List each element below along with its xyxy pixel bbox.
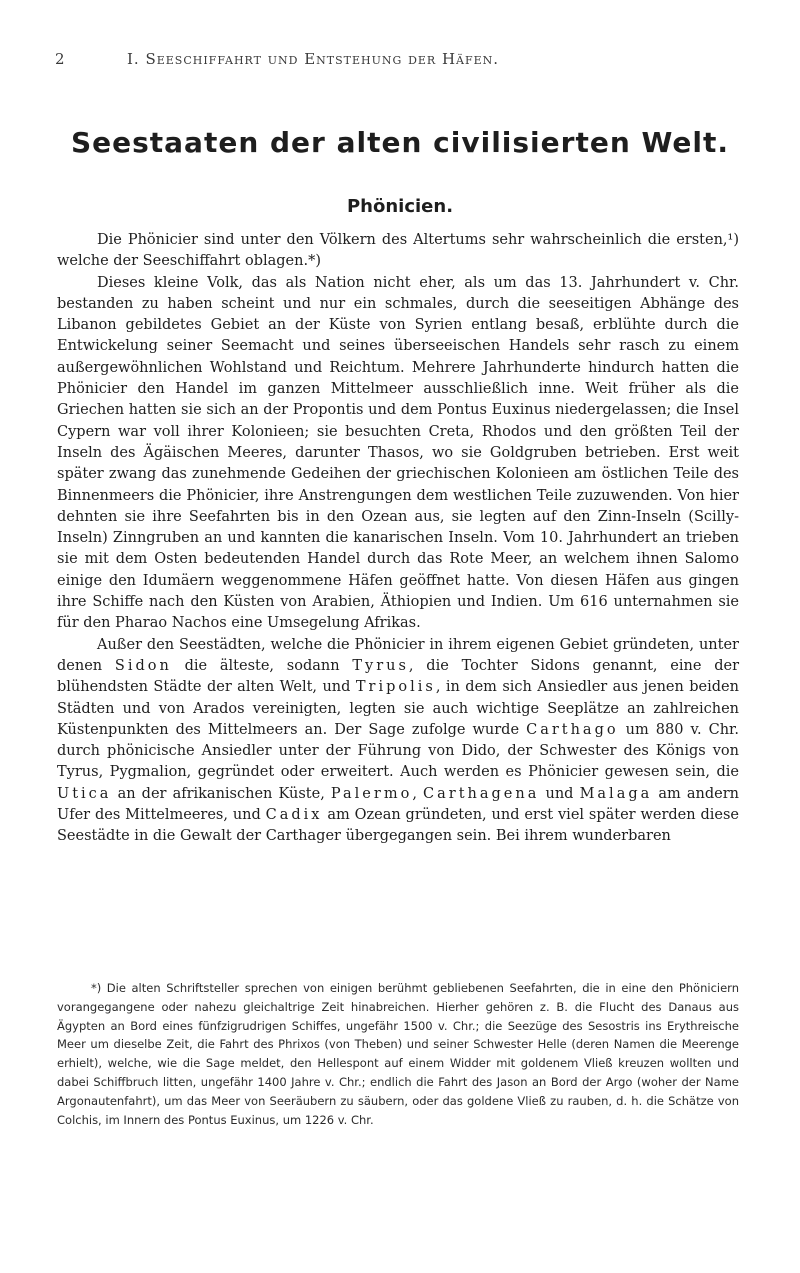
- text-run: , in dem sich Ansiedler aus jenen beiden Städten und von Arados vereinigten, legten sie auch wichtige Seeplätze an zahlreichen Küstenpunkten des Mittelmeers an. Der Sage zufolge wurde: [57, 679, 739, 738]
- paragraph-2: Dieses kleine Volk, das als Nation nicht eher, als um das 13. Jahrhundert v. Chr. bestanden zu haben scheint und nur ein schmales, durch die seeseitigen Abhänge des Libanon gebildetes Gebiet an der Küste von Syrien entlang besaß, erblühte durch die Entwickelung seiner Seemacht und seines überseeischen Handels sehr rasch zu einem außergewöhnlichen Wohlstand und Reichtum. Mehrere Jahrhunderte hindurch hatten die Phönicier den Handel im ganzen Mittelmeer ausschließlich inne. Weit früher als die Griechen hatten sie sich an der Propontis und dem Pontus Euxinus niedergelassen; die Insel Cypern war voll ihrer Kolonieen; sie besuchten Creta, Rhodos und den größten Teil der Inseln des Ägäischen Meeres, darunter Thasos, wo sie Goldgruben betrieben. Erst weit später zwang das zunehmende Gedeihen der griechischen Kolonieen am östlichen Teile des Binnenmeers die Phönicier, ihre Anstrengungen dem westlichen Teile zuzuwenden. Von hier dehnten sie ihre Seefahrten bis in den Ozean aus, sie legten auf den Zinn-Inseln (Scilly-Inseln) Zinngruben an und kannten die kanarischen Inseln. Vom 10. Jahrhundert an trieben sie mit dem Osten bedeutenden Handel durch das Rote Meer, an welchem ihnen Salomo einige den Idumäern weggenommene Häfen geöffnet hatte. Von diesen Häfen aus gingen ihre Schiffe nach den Küsten von Arabien, Äthiopien und Indien. Um 616 unternahmen sie für den Pharao Nachos eine Umsegelung Afrikas.: [57, 274, 739, 632]
- page-number: 2: [55, 50, 66, 68]
- footnotes: [57, 979, 739, 1129]
- text-run: am andern Ufer des Mittelmeeres, und: [57, 785, 740, 824]
- text-run: , die Tochter Sidons genannt, eine der blühendsten Städte der alten Welt, und: [57, 657, 739, 696]
- text-run: am Ozean gründeten, und erst viel später werden diese Seestädte in die Gewalt der Carthager übergegangen sein. Bei ihrem wunderbaren: [57, 807, 739, 845]
- city-carthagena: Carthagena: [423, 785, 540, 802]
- text-run: Außer den Seestädten, welche die Phönicier in ihrem eigenen Gebiet gründeten, unter denen: [57, 636, 739, 674]
- city-tyrus: Tyrus: [352, 657, 409, 674]
- paragraph-3: [57, 635, 739, 848]
- city-palermo: Palermo: [330, 785, 413, 802]
- city-sidon: Sidon: [114, 657, 172, 674]
- section-title: Phönicien.: [346, 196, 454, 217]
- city-tripolis: Tripolis: [355, 679, 436, 696]
- footnote: *) Die alten Schriftsteller sprechen von einigen berühmt gebliebenen Seefahrten, die in eine den Phöniciern vorangegangene oder nahezu gleichaltrige Zeit hinabreichen. Hierher gehören z. B. die Flucht des Danaus aus Ägypten an Bord eines fünfzigrudrigen Schiffes, ungefähr 1500 v. Chr.; die Seezüge des Sesostris ins Erythreische Meer um dieselbe Zeit, die Fahrt des Phrixos (von Theben) und seiner Schwester Helle (deren Namen die Meerenge erhielt), welche, wie die Sage meldet, den Hellespont auf einem Widder mit goldenem Vließ kreuzen wollten und dabei Schiffbruch litten, ungefähr 1400 Jahre v. Chr.; endlich die Fahrt des Jason an Bord der Argo (woher der Name Argonautenfahrt), um das Meer von Seeräubern zu säubern, oder das goldene Vließ zu rauben, d. h. die Schätze von Colchis, im Innern des Pontus Euxinus, um 1226 v. Chr.: [57, 981, 739, 1127]
- running-title: I. Seeschiffahrt und Entstehung der Häfen.: [127, 50, 500, 68]
- city-utica: Utica: [57, 785, 112, 802]
- page-title: Seestaaten der alten civilisierten Welt.: [70, 126, 730, 159]
- city-cadix: Cadix: [265, 807, 323, 824]
- text-run: und: [539, 785, 580, 802]
- body-text: [57, 230, 739, 848]
- paragraph-1: Die Phönicier sind unter den Völkern des Altertums sehr wahrscheinlich die ersten,¹) welche der Seeschiffahrt oblagen.*): [57, 232, 739, 270]
- text-run: ,: [412, 785, 424, 802]
- city-malaga: Malaga: [579, 785, 653, 802]
- text-run: um 880 v. Chr. durch phönicische Ansiedler unter der Führung von Dido, der Schwester des Königs von Tyrus, Pygmalion, gegründet oder erweitert. Auch werden es Phönicier gewesen sein, die: [57, 721, 739, 781]
- text-run: an der afrikanischen Küste,: [111, 785, 331, 802]
- text-run: die älteste, sodann: [171, 657, 353, 674]
- city-carthago: Carthago: [526, 721, 619, 738]
